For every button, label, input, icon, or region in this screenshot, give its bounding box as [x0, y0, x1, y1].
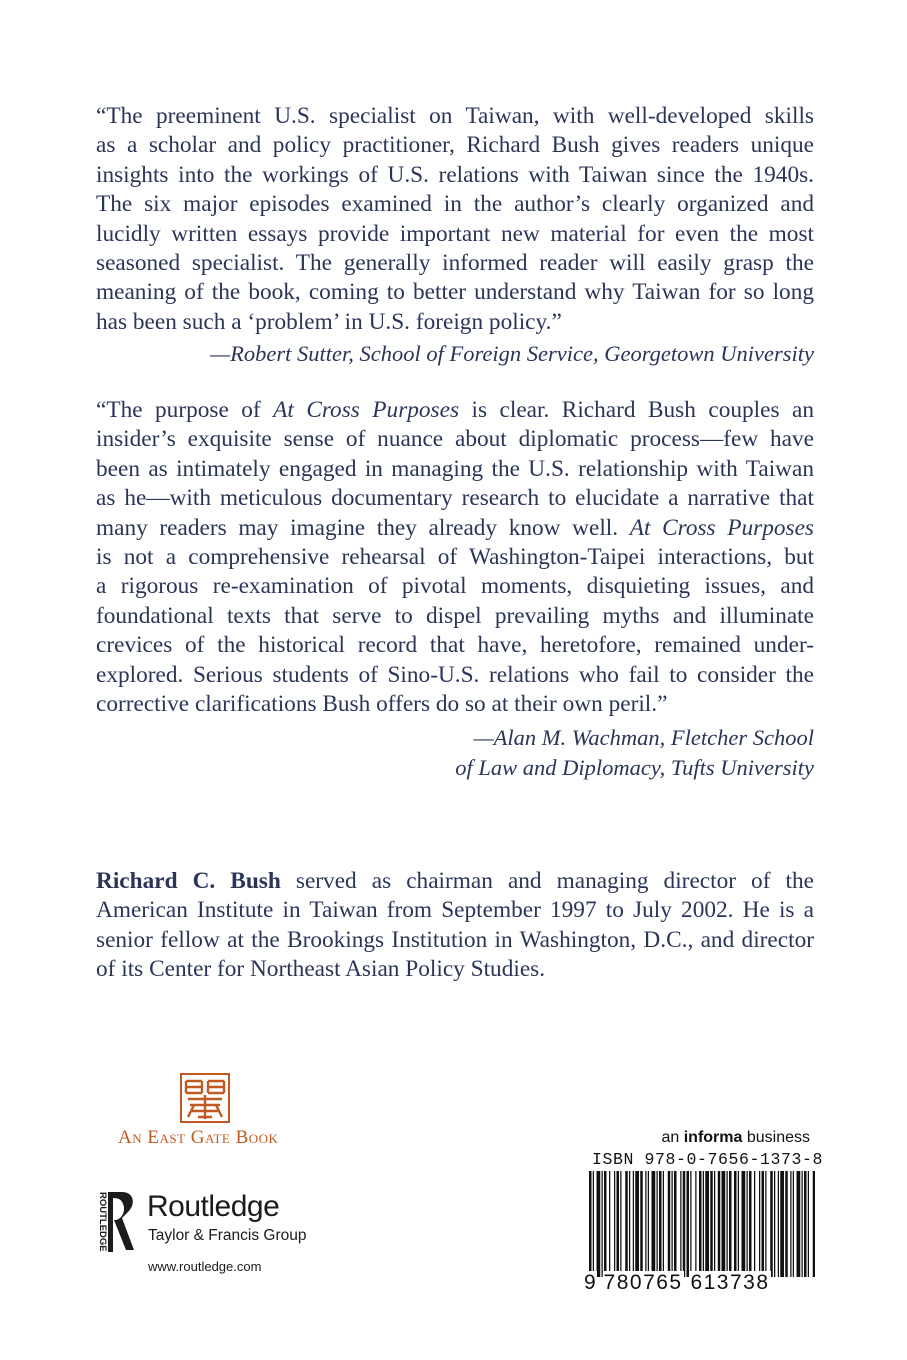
quote2-attribution-line2: of Law and Diplomacy, Tufts University	[455, 755, 814, 780]
quote1-attribution: —Robert Sutter, School of Foreign Service, Georgetown University	[210, 341, 814, 366]
east-gate-book-label: An East Gate Book	[118, 1127, 279, 1148]
publisher-url: www.routledge.com	[148, 1259, 262, 1274]
quote2-line: insider’s exquisite sense of nuance about diplomatic process—few have	[96, 426, 814, 453]
quote1-line: “The preeminent U.S. specialist on Taiwan, with well-developed skills	[96, 103, 814, 129]
quote1-line: has been such a ‘problem’ in U.S. foreign policy.”	[96, 308, 562, 335]
bio-line: Richard C. Bush served as chairman and managing director of the	[96, 868, 814, 894]
bio-line: American Institute in Taiwan from September 1997 to July 2002. He is a	[96, 897, 814, 924]
routledge-wordmark: Routledge	[147, 1190, 280, 1223]
book-title: At Cross Purposes	[273, 397, 460, 423]
book-title: At Cross Purposes	[629, 514, 814, 541]
quote1-line: seasoned specialist. The generally informed reader will easily grasp the	[96, 250, 814, 277]
quote1-line: as a scholar and policy practitioner, Richard Bush gives readers unique	[96, 132, 814, 159]
quote2-line: been as intimately engaged in managing the U.S. relationship with Taiwan	[96, 455, 814, 482]
author-bio	[96, 867, 814, 985]
isbn-number: ISBN 978-0-7656-1373-8	[592, 1150, 824, 1169]
quote-robert-sutter	[96, 102, 814, 337]
quote2-line: corrective clarifications Bush offers do so at their own peril.”	[96, 691, 668, 718]
quote2-line: many readers may imagine they already know well. At Cross Purposes	[96, 514, 814, 541]
quote2-line: explored. Serious students of Sino-U.S. relations who fail to consider the	[96, 661, 814, 688]
quote2-attribution-line1: —Alan M. Wachman, Fletcher School	[473, 725, 814, 750]
routledge-logo-icon	[92, 1190, 140, 1254]
quote2-line: as he—with meticulous documentary research to elucidate a narrative that	[96, 485, 814, 512]
quote1-line: lucidly written essays provide important new material for even the most	[96, 220, 814, 247]
barcode-icon	[589, 1171, 815, 1277]
quote2-line: foundational texts that serve to dispel prevailing myths and illuminate	[96, 602, 814, 629]
quote2-line: a rigorous re-examination of pivotal moments, disquieting issues, and	[96, 573, 814, 600]
east-gate-seal-icon	[180, 1073, 230, 1123]
bio-line: senior fellow at the Brookings Institution in Washington, D.C., and director	[96, 926, 814, 953]
bio-line: of its Center for Northeast Asian Policy Studies.	[96, 956, 546, 983]
quote1-line: insights into the workings of U.S. relations with Taiwan since the 1940s.	[96, 161, 814, 188]
quote-alan-wachman	[96, 396, 814, 719]
svg-text:ROUTLEDGE: ROUTLEDGE	[97, 1192, 108, 1252]
quote2-line: crevices of the historical record that have, heretofore, remained under-	[96, 632, 814, 659]
quote2-line: “The purpose of At Cross Purposes is clear. Richard Bush couples an	[96, 397, 814, 423]
taylor-francis-group: Taylor & Francis Group	[148, 1227, 307, 1244]
author-name: Richard C. Bush	[96, 868, 281, 894]
quote1-line: The six major episodes examined in the author’s clearly organized and	[96, 191, 814, 218]
quote2-line: is not a comprehensive rehearsal of Washington-Taipei interactions, but	[96, 544, 814, 571]
barcode-digits: 9 780765 613738	[584, 1271, 770, 1294]
informa-business-label: an informa business	[661, 1129, 810, 1146]
quote1-line: meaning of the book, coming to better understand why Taiwan for so long	[96, 279, 814, 306]
